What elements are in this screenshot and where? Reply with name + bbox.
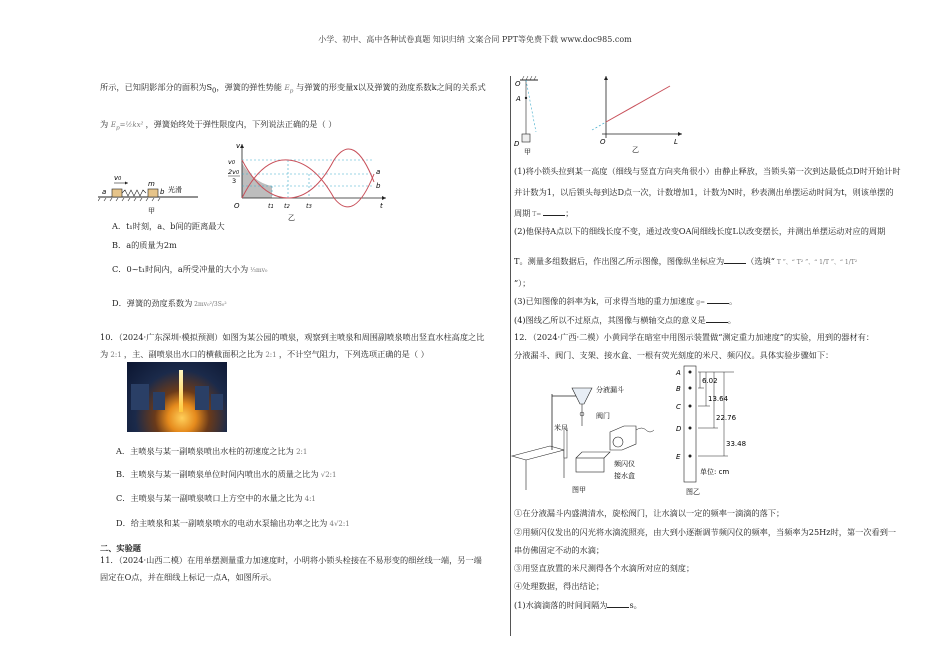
q10-option-c: C．主喷泉与某一副喷泉喷口上方空中的水量之比为 4:1 bbox=[116, 493, 316, 503]
svg-text:a: a bbox=[376, 168, 381, 176]
svg-text:22.76: 22.76 bbox=[716, 414, 737, 422]
answer-blank[interactable] bbox=[706, 314, 728, 323]
answer-blank[interactable] bbox=[607, 599, 629, 608]
text-line: 周期 T= ； bbox=[514, 208, 574, 218]
column-divider bbox=[510, 76, 511, 636]
text-line: (2)他保持A点以下的细线长度不变，通过改变OA间细线长度L以改变摆长，并测出单摆运动对应的周期 bbox=[514, 226, 886, 236]
svg-text:6.02: 6.02 bbox=[702, 377, 718, 385]
step-1: ①在分液漏斗内盛满清水，旋松阀门，让水滴以一定的频率一滴滴的落下； bbox=[514, 508, 785, 518]
svg-text:t3: t3 bbox=[306, 202, 312, 210]
question-11-line2: 固定在O点，并在细线上标记一点A，如图所示。 bbox=[100, 572, 277, 582]
svg-text:L: L bbox=[674, 138, 678, 146]
section-heading: 二、实验题 bbox=[100, 543, 141, 553]
step-2: ②用频闪仪发出的闪光将水滴流照亮，由大到小逐渐调节频闪仪的频率，当频率为25Hz时，第一次看到一 bbox=[514, 527, 897, 537]
svg-text:图乙: 图乙 bbox=[686, 488, 700, 496]
svg-text:t: t bbox=[380, 202, 383, 210]
svg-text:D: D bbox=[514, 140, 520, 148]
svg-text:33.48: 33.48 bbox=[726, 440, 747, 448]
svg-text:B: B bbox=[676, 385, 681, 393]
step-4: ④处理数据，得出结论； bbox=[514, 581, 605, 591]
svg-text:分液漏斗: 分液漏斗 bbox=[596, 386, 624, 394]
answer-blank[interactable] bbox=[543, 207, 565, 216]
svg-text:单位: cm: 单位: cm bbox=[700, 468, 730, 476]
svg-text:a: a bbox=[102, 188, 107, 196]
q10-option-a: A．主喷泉与某一副喷泉喷出水柱的初速度之比为 2:1 bbox=[116, 446, 308, 456]
svg-text:光滑: 光滑 bbox=[168, 186, 182, 194]
answer-blank[interactable] bbox=[724, 255, 746, 264]
svg-text:t2: t2 bbox=[284, 202, 290, 210]
svg-text:3: 3 bbox=[232, 177, 237, 185]
svg-text:甲: 甲 bbox=[148, 207, 155, 215]
svg-text:A: A bbox=[516, 95, 521, 103]
text-line: 为 $E_p=\frac{1}{2}kx^2$ ，弹簧始终处于弹性限度内，下列说法正确的是（ ） bbox=[100, 119, 337, 132]
step-2-line2: 串仿佛固定不动的水滴； bbox=[514, 545, 605, 555]
step-3: ③用竖直放置的米尺测得各个水滴所对应的刻度； bbox=[514, 563, 695, 573]
svg-text:乙: 乙 bbox=[288, 214, 295, 222]
text-line: (4)图线乙所以不过原点，其图像与横轴交点的意义是 。 bbox=[514, 315, 736, 325]
text-line: ”）； bbox=[514, 278, 531, 288]
question-12: 12．（2024·广西·二模）小黄同学在暗室中用图示装置做“测定重力加速度”的实验，用到的器材有： bbox=[514, 332, 875, 342]
page-header: 小学、初中、高中各种试卷真题 知识归纳 文案合同 PPT等免费下载 www.doc985.com bbox=[318, 35, 632, 44]
option-d: D．弹簧的劲度系数为 2mv₀²/3S₀² bbox=[112, 298, 227, 308]
option-a: A．t₁时刻，a、b间的距离最大 bbox=[112, 221, 225, 231]
svg-text:t1: t1 bbox=[268, 202, 274, 210]
svg-text:O: O bbox=[600, 138, 606, 146]
svg-text:米尺: 米尺 bbox=[554, 424, 568, 432]
svg-text:D: D bbox=[676, 425, 682, 433]
svg-text:v0: v0 bbox=[114, 174, 122, 182]
svg-text:v: v bbox=[236, 142, 241, 150]
svg-text:C: C bbox=[676, 403, 681, 411]
text-line: (1)将小锁头拉到某一高度（细线与竖直方向夹角很小）由静止释放，当锁头第一次到达最低点D时开始计时 bbox=[514, 166, 901, 176]
fountain-photo bbox=[127, 362, 227, 432]
figure-velocity-time-graph bbox=[214, 138, 390, 226]
answer-blank[interactable] bbox=[707, 295, 729, 304]
svg-text:O: O bbox=[234, 202, 240, 210]
figure-block-spring bbox=[98, 170, 198, 220]
option-b: B．a的质量为2m bbox=[112, 240, 177, 250]
svg-text:2v0: 2v0 bbox=[228, 168, 240, 176]
text-line: (3)已知图像的斜率为k，可求得当地的重力加速度 g= 。 bbox=[514, 296, 738, 306]
figure-pendulum bbox=[512, 74, 552, 156]
svg-text:阀门: 阀门 bbox=[596, 412, 610, 420]
svg-text:图甲: 图甲 bbox=[572, 486, 586, 494]
q10-option-d: D．给主喷泉和某一副喷泉喷水的电动水泵输出功率之比为 4√2:1 bbox=[116, 518, 350, 528]
figure-ruler-drops bbox=[670, 364, 760, 500]
question-12-line2: 分液漏斗、阀门、支架、接水盒、一根有荧光刻度的米尺、频闪仪。具体实验步骤如下： bbox=[514, 350, 834, 360]
text-line: T。测量多组数据后，作出图乙所示图像，图像纵坐标应为 （选填“ T ”、“ T² ”、“ 1/T ”、“ 1/T² bbox=[514, 256, 858, 266]
svg-text:b: b bbox=[160, 188, 165, 196]
svg-text:A: A bbox=[676, 369, 681, 377]
question-10: 10．（2024·广东深圳·模拟预测）如图为某公园的喷泉，观察到主喷泉和周围副喷泉喷出竖直水柱高度之比 bbox=[100, 332, 485, 342]
svg-text:甲: 甲 bbox=[524, 148, 531, 156]
svg-text:频闪仪: 频闪仪 bbox=[614, 460, 635, 468]
svg-text:v0: v0 bbox=[228, 158, 236, 166]
figure-apparatus bbox=[510, 366, 670, 498]
question-10-line2: 为 2:1 ，主、副喷泉出水口的横截面积之比为 2:1 ，不计空气阻力，下列选项正确的是（ ） bbox=[100, 349, 429, 359]
svg-text:b: b bbox=[376, 182, 381, 190]
svg-text:O: O bbox=[515, 80, 521, 88]
figure-linear-graph bbox=[588, 72, 688, 154]
option-c: C．0~t₁时间内，a所受冲量的大小为 ⅓mv₀ bbox=[112, 264, 268, 274]
svg-text:接水盒: 接水盒 bbox=[614, 472, 635, 480]
text-line: 并计数为1，以后锁头每到达D点一次，计数增加1，计数为N时，秒表测出单摆运动时间为t，则该单摆的 bbox=[514, 187, 894, 197]
svg-text:13.64: 13.64 bbox=[708, 395, 729, 403]
text-line: 所示，已知阴影部分的面积为$S_0$，弹簧的弹性势能 $E_p$ 与弹簧的形变量x以及弹簧的劲度系数k之间的关系式 bbox=[100, 82, 486, 95]
svg-text:m: m bbox=[148, 180, 155, 188]
svg-text:E: E bbox=[676, 453, 681, 461]
q10-option-b: B．主喷泉与某一副喷泉单位时间内喷出水的质量之比为 √2:1 bbox=[116, 469, 337, 479]
svg-text:乙: 乙 bbox=[632, 146, 639, 154]
question-11: 11．（2024·山西二模）在用单摆测量重力加速度时，小明将小锁头栓接在不易形变的细丝线一端，另一端 bbox=[100, 555, 482, 565]
step-5: (1)水滴滴落的时间间隔为 s。 bbox=[514, 600, 642, 610]
